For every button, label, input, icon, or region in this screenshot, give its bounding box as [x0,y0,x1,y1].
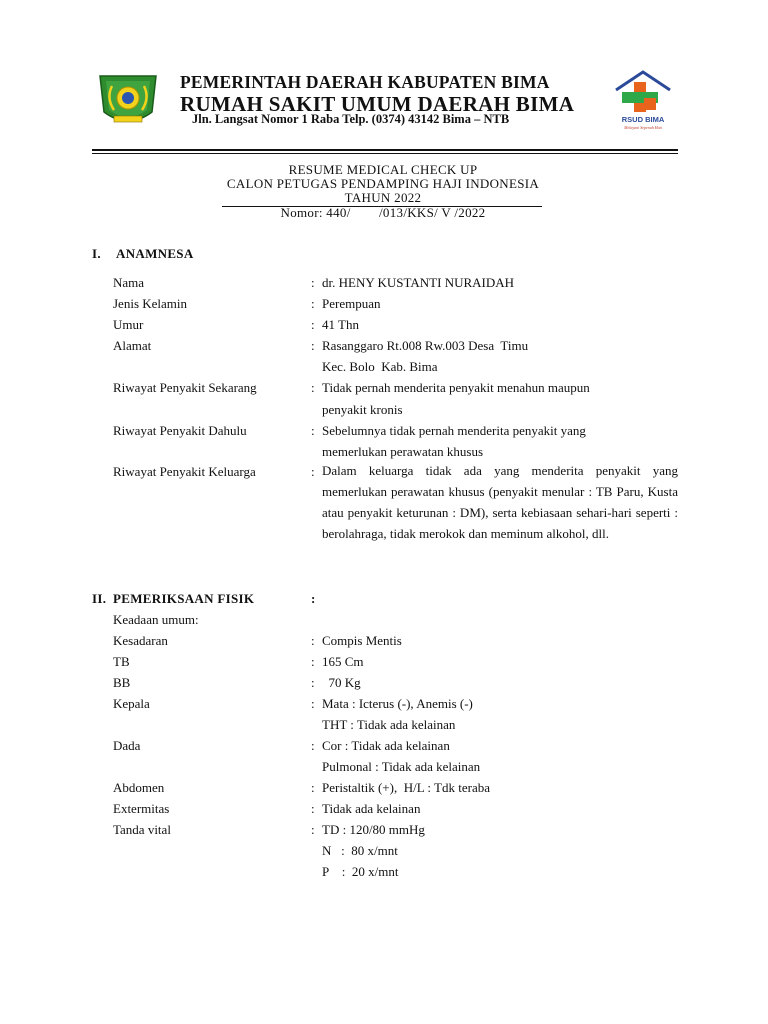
field-colon: : [311,780,315,795]
field-label-abdomen: Abdomen [113,780,165,795]
field-value-pernapasan: P : 20 x/mnt [322,864,399,879]
rsud-bima-logo [608,68,678,134]
field-value-extermitas: Tidak ada kelainan [322,801,421,816]
hospital-name-header: RUMAH SAKIT UMUM DAERAH BIMA [180,92,575,116]
field-value-nama: dr. HENY KUSTANTI NURAIDAH [322,275,515,290]
field-colon: : [311,654,315,669]
section1-heading: ANAMNESA [116,246,194,261]
section1-number: I. [92,246,101,261]
field-value-riwayat-sekarang: Tidak pernah menderita penyakit menahun maupun [322,380,590,395]
field-label-tanda-vital: Tanda vital [113,822,171,837]
field-label-tb: TB [113,654,130,669]
government-header: PEMERINTAH DAERAH KABUPATEN BIMA [180,72,550,92]
field-colon: : [311,275,315,290]
rsud-logo-text: RSUD BIMA [621,115,665,124]
field-label-kesadaran: Kesadaran [113,633,168,648]
field-label-riwayat-keluarga: Riwayat Penyakit Keluarga [113,464,256,479]
section2-number: II. [92,591,107,606]
field-label-riwayat-dahulu: Riwayat Penyakit Dahulu [113,423,247,438]
rsud-logo-tagline: Melayani Sepenuh Hati [624,125,662,130]
field-value-kesadaran: Compis Mentis [322,633,402,648]
field-colon: : [311,338,315,353]
field-label-umur: Umur [113,317,144,332]
field-value-dada: Cor : Tidak ada kelainan [322,738,450,753]
field-value-jenis-kelamin: Perempuan [322,296,381,311]
field-colon: : [311,380,315,395]
field-colon: : [311,738,315,753]
field-label-dada: Dada [113,738,141,753]
field-label-kepala: Kepala [113,696,150,711]
document-title: RESUME MEDICAL CHECK UP [288,162,478,177]
field-value-dada-line2: Pulmonal : Tidak ada kelainan [322,759,481,774]
field-value-riwayat-dahulu-line2: memerlukan perawatan khusus [322,444,484,459]
field-value-riwayat-keluarga: Dalam keluarga tidak ada yang menderita penyakit yang memerlukan perawatan khusus (penyakit menular : TB Paru, Kusta atau penyakit keturunan : DM), serta kebiasaan sehari-hari seperti : berolahraga, tidak merokok dan meminum alkohol, dll. [322,463,678,541]
field-value-riwayat-dahulu: Sebelumnya tidak pernah menderita penyakit yang [322,423,586,438]
field-value-kepala: Mata : Icterus (-), Anemis (-) [322,696,473,711]
field-label-alamat: Alamat [113,338,152,353]
field-value-tb: 165 Cm [322,654,364,669]
field-colon: : [311,464,315,479]
document-year: TAHUN 2022 [344,190,422,205]
field-value-nadi: N : 80 x/mnt [322,843,398,858]
field-value-alamat-line2: Kec. Bolo Kab. Bima [322,359,438,374]
field-colon: : [311,423,315,438]
header-divider-thick [92,149,678,151]
field-colon: : [311,801,315,816]
field-value-riwayat-sekarang-line2: penyakit kronis [322,402,403,417]
document-number: Nomor: 440/ /013/KKS/ V /2022 [280,205,486,220]
field-label-bb: BB [113,675,131,690]
field-colon: : [311,633,315,648]
field-label-extermitas: Extermitas [113,801,170,816]
field-value-abdomen: Peristaltik (+), H/L : Tdk teraba [322,780,490,795]
field-value-kepala-line2: THT : Tidak ada kelainan [322,717,456,732]
field-value-bb: 70 Kg [322,675,361,690]
field-label-riwayat-sekarang: Riwayat Penyakit Sekarang [113,380,257,395]
field-colon: : [311,296,315,311]
document-subtitle: CALON PETUGAS PENDAMPING HAJI INDONESIA [226,176,540,191]
field-label-jenis-kelamin: Jenis Kelamin [113,296,188,311]
subheading-keadaan-umum: Keadaan umum: [113,612,199,627]
header-divider-thin [92,153,678,154]
field-value-alamat: Rasanggaro Rt.008 Rw.003 Desa Timu [322,338,529,353]
field-colon: : [311,317,315,332]
section2-heading-colon: : [311,591,316,606]
field-value-umur: 41 Thn [322,317,359,332]
field-colon: : [311,696,315,711]
field-colon: : [311,822,315,837]
hospital-address: Jln. Langsat Nomor 1 Raba Telp. (0374) 43142 Bima – NTB [192,112,510,126]
kabupaten-bima-emblem-logo [92,72,164,130]
field-value-tekanan-darah: TD : 120/80 mmHg [322,822,425,837]
field-colon: : [311,675,315,690]
section2-heading: PEMERIKSAAN FISIK [113,591,255,606]
field-label-nama: Nama [113,275,145,290]
